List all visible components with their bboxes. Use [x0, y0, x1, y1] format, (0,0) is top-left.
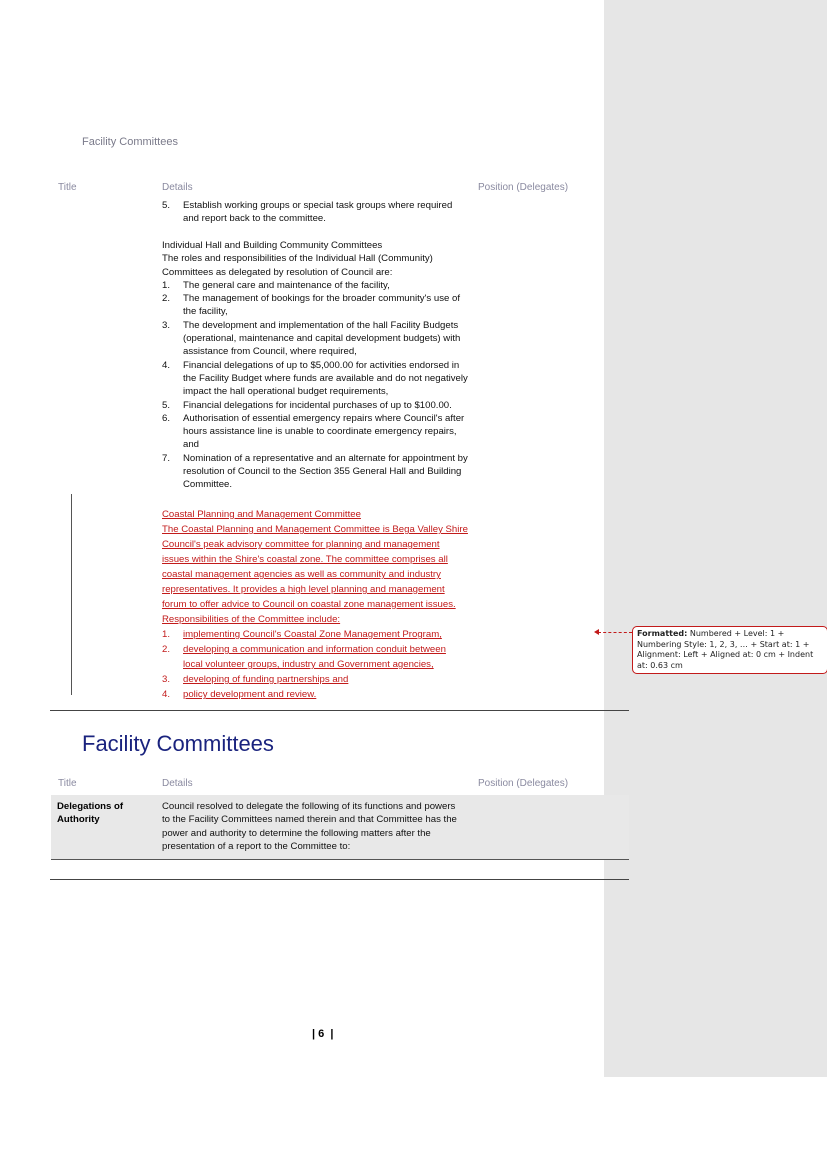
list-number: 1.	[162, 279, 171, 291]
list-text: The management of bookings for the broader community's use of the facility,	[183, 293, 461, 318]
list-item	[162, 199, 468, 226]
column-header-position: Position (Delegates)	[478, 182, 569, 193]
list-number: 2.	[162, 644, 171, 655]
list-number: 4.	[162, 359, 171, 371]
list-item	[162, 359, 468, 399]
list-item	[162, 412, 468, 452]
list-number: 7.	[162, 452, 171, 464]
column-header-title: Title	[58, 778, 77, 789]
list-number: 1.	[162, 629, 171, 640]
coastal-resp-heading[interactable]: Responsibilities of the Committee include:	[162, 614, 341, 625]
hall-committee-heading: Individual Hall and Building Community Committees	[162, 240, 383, 251]
list-item	[162, 279, 468, 292]
markup-pane	[604, 0, 827, 1077]
list-text: Establish working groups or special task groups where required and report back to the committee.	[183, 200, 453, 225]
list-number: 3.	[162, 319, 171, 331]
list-number: 5.	[162, 200, 171, 211]
list-number: 4.	[162, 689, 171, 700]
list-text: developing of funding partnerships and	[183, 674, 349, 685]
row-title: Delegations of Authority	[57, 801, 124, 825]
running-header: Facility Committees	[82, 136, 178, 148]
list-text: policy development and review.	[183, 689, 317, 700]
coastal-committee-list	[162, 627, 468, 702]
list-item	[162, 319, 468, 359]
column-header-details: Details	[162, 778, 193, 789]
balloon-text: Numbered + Level: 1 + Numbering Style: 1, 2, 3, … + Start at: 1 + Alignment: Left + Aligned at: 0 cm + Indent at: 0.63 cm	[637, 629, 814, 670]
list-text: The general care and maintenance of the facility,	[183, 279, 390, 291]
table-bottom-rule	[50, 879, 629, 880]
list-text: implementing Council's Coastal Zone Management Program,	[183, 629, 442, 640]
list-item[interactable]	[162, 627, 468, 642]
list-text: Financial delegations of up to $5,000.00 for activities endorsed in the Facility Budget where funds are available and do not negatively impact the hall operational budget requirements,	[183, 359, 468, 398]
column-header-position: Position (Delegates)	[478, 778, 569, 789]
list-number: 6.	[162, 412, 171, 424]
list-item	[162, 292, 468, 319]
formatting-balloon[interactable]	[632, 626, 827, 674]
list-number: 3.	[162, 674, 171, 685]
list-item[interactable]	[162, 642, 468, 672]
page-number-value: 6	[318, 1028, 325, 1040]
hall-committee-list	[162, 279, 468, 492]
list-text: The development and implementation of the hall Facility Budgets (operational, maintenance and capital development budgets) with assistance from Council, where required,	[183, 319, 461, 358]
list-item	[162, 399, 468, 412]
list-number: 2.	[162, 293, 171, 305]
row-details: Council resolved to delegate the following of its functions and powers to the Facility Committees named therein and that Committee has the power and authority to determine the following matters after the presentation of a report to the Committee to:	[162, 801, 457, 852]
hall-committee-block	[162, 239, 468, 492]
change-bar	[71, 494, 72, 695]
list-item	[162, 452, 468, 492]
balloon-label: Formatted:	[637, 629, 688, 638]
list-text: Authorisation of essential emergency repairs where Council's after hours assistance line is unable to coordinate emergency repairs, and	[183, 412, 465, 451]
column-header-title: Title	[58, 182, 77, 193]
section-title: Facility Committees	[82, 731, 274, 756]
list-text: Financial delegations for incidental purchases of up to $100.00.	[183, 399, 452, 411]
comment-connector	[598, 632, 632, 633]
coastal-committee-block	[162, 507, 468, 702]
list-item[interactable]	[162, 672, 468, 687]
list-text: Nomination of a representative and an alternate for appointment by resolution of Council to the Section 355 General Hall and Building Committee.	[183, 452, 468, 491]
continued-list	[162, 199, 468, 226]
list-number: 5.	[162, 399, 171, 411]
hall-committee-intro: The roles and responsibilities of the Individual Hall (Community) Committees as delegated by resolution of Council are:	[162, 253, 433, 278]
coastal-committee-heading[interactable]: Coastal Planning and Management Committee	[162, 509, 361, 520]
page-number: | 6 |	[312, 1028, 334, 1040]
coastal-committee-intro[interactable]: The Coastal Planning and Management Committee is Bega Valley Shire Council's peak advisory committee for planning and management issues within the Shire's coastal zone. The committee comprises all coastal management agencies as well as community and industry representatives. It provides a high level planning and management forum to offer advice to Council on coastal zone management issues.	[162, 524, 468, 610]
list-item[interactable]	[162, 687, 468, 702]
column-header-details: Details	[162, 182, 193, 193]
table-row	[51, 795, 629, 860]
section-divider	[50, 710, 629, 711]
list-text: developing a communication and information conduit between local volunteer groups, industry and Government agencies,	[183, 644, 446, 670]
